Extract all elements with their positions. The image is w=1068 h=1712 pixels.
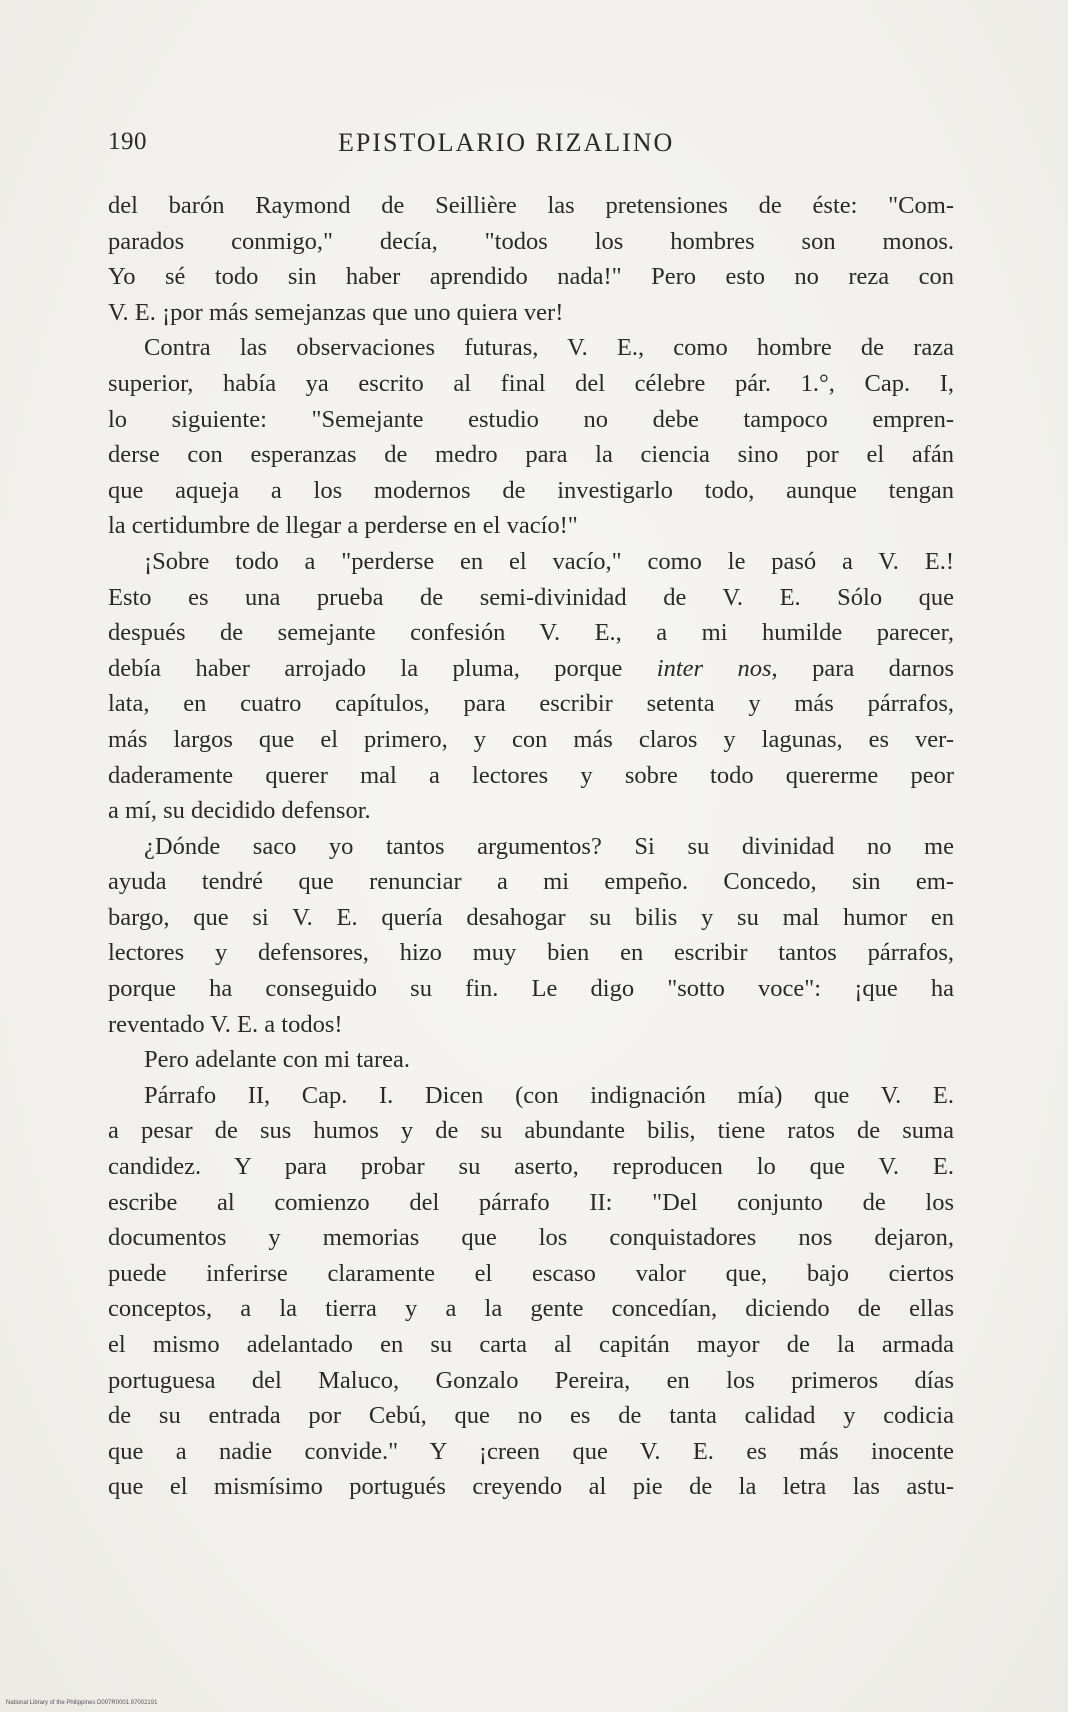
text-line: V. E. ¡por más semejanzas que uno quiera ver! bbox=[108, 298, 564, 326]
text-line: lata, en cuatro capítulos, para escribir setenta y más párrafos, bbox=[108, 690, 954, 718]
text-line: ¿Dónde saco yo tantos argumentos? Si su divinidad no me bbox=[144, 832, 954, 860]
text-line: el mismo adelantado en su carta al capitán mayor de la armada bbox=[108, 1331, 954, 1358]
running-head bbox=[108, 128, 954, 168]
text-line: superior, había ya escrito al final del célebre pár. 1.°, Cap. I, bbox=[108, 369, 954, 397]
text-line: Párrafo II, Cap. I. Dicen (con indignación mía) que V. E. bbox=[144, 1081, 954, 1109]
text-line: a mí, su decidido defensor. bbox=[108, 797, 371, 825]
text-line: reventado V. E. a todos! bbox=[108, 1010, 343, 1038]
page-number: 190 bbox=[108, 128, 147, 155]
text-line: portuguesa del Maluco, Gonzalo Pereira, en los primeros días bbox=[108, 1366, 954, 1394]
text-line-start: debía haber arrojado la pluma, porque bbox=[108, 654, 623, 682]
text-line: Yo sé todo sin haber aprendido nada!" Pero esto no reza con bbox=[108, 263, 954, 291]
text-line: puede inferirse claramente el escaso valor que, bajo ciertos bbox=[108, 1259, 954, 1287]
text-line: que el mismísimo portugués creyendo al pie de la letra las astu- bbox=[108, 1473, 954, 1501]
running-title: EPISTOLARIO RIZALINO bbox=[338, 128, 675, 157]
italic-phrase: inter nos bbox=[656, 654, 772, 682]
text-line: que a nadie convide." Y ¡creen que V. E. es más inocente bbox=[108, 1437, 954, 1465]
text-line-end: , para darnos bbox=[771, 654, 954, 682]
text-line: ¡Sobre todo a "perderse en el vacío," como le pasó a V. E.! bbox=[144, 547, 954, 575]
text-line: daderamente querer mal a lectores y sobre todo quererme peor bbox=[108, 761, 954, 789]
text-line: escribe al comienzo del párrafo II: "Del conjunto de los bbox=[108, 1188, 954, 1216]
text-line: candidez. Y para probar su aserto, reproducen lo que V. E. bbox=[108, 1153, 954, 1181]
text-line: ayuda tendré que renunciar a mi empeño. Concedo, sin em- bbox=[108, 868, 954, 896]
text-line: bargo, que si V. E. quería desahogar su bilis y su mal humor en bbox=[108, 903, 954, 931]
text-line-with-italic bbox=[108, 651, 954, 687]
text-line: porque ha conseguido su fin. Le digo "sotto voce": ¡que ha bbox=[108, 975, 954, 1003]
body-text bbox=[108, 188, 954, 1505]
text-line: Contra las observaciones futuras, V. E., como hombre de raza bbox=[144, 334, 954, 362]
digitization-credit: National Library of the Philippines D007R0001.97002191 bbox=[6, 1700, 158, 1706]
text-line: Pero adelante con mi tarea. bbox=[144, 1046, 410, 1074]
text-line: después de semejante confesión V. E., a mi humilde parecer, bbox=[108, 619, 954, 647]
text-line: parados conmigo," decía, "todos los hombres son monos. bbox=[108, 227, 954, 255]
text-line: del barón Raymond de Seillière las pretensiones de éste: "Com- bbox=[108, 192, 954, 219]
text-line: lo siguiente: "Semejante estudio no debe tampoco empren- bbox=[108, 405, 954, 433]
text-line: que aqueja a los modernos de investigarlo todo, aunque tengan bbox=[108, 476, 954, 504]
text-line: documentos y memorias que los conquistadores nos dejaron, bbox=[108, 1224, 954, 1252]
text-line: la certidumbre de llegar a perderse en el vacío!" bbox=[108, 512, 578, 540]
text-line: a pesar de sus humos y de su abundante bilis, tiene ratos de suma bbox=[108, 1117, 954, 1145]
text-line: Esto es una prueba de semi-divinidad de V. E. Sólo que bbox=[108, 583, 954, 611]
text-line: más largos que el primero, y con más claros y lagunas, es ver- bbox=[108, 725, 954, 753]
text-line: derse con esperanzas de medro para la ciencia sino por el afán bbox=[108, 441, 954, 469]
text-line: conceptos, a la tierra y a la gente concedían, diciendo de ellas bbox=[108, 1295, 954, 1323]
text-line: lectores y defensores, hizo muy bien en escribir tantos párrafos, bbox=[108, 939, 954, 967]
text-line: de su entrada por Cebú, que no es de tanta calidad y codicia bbox=[108, 1402, 954, 1430]
